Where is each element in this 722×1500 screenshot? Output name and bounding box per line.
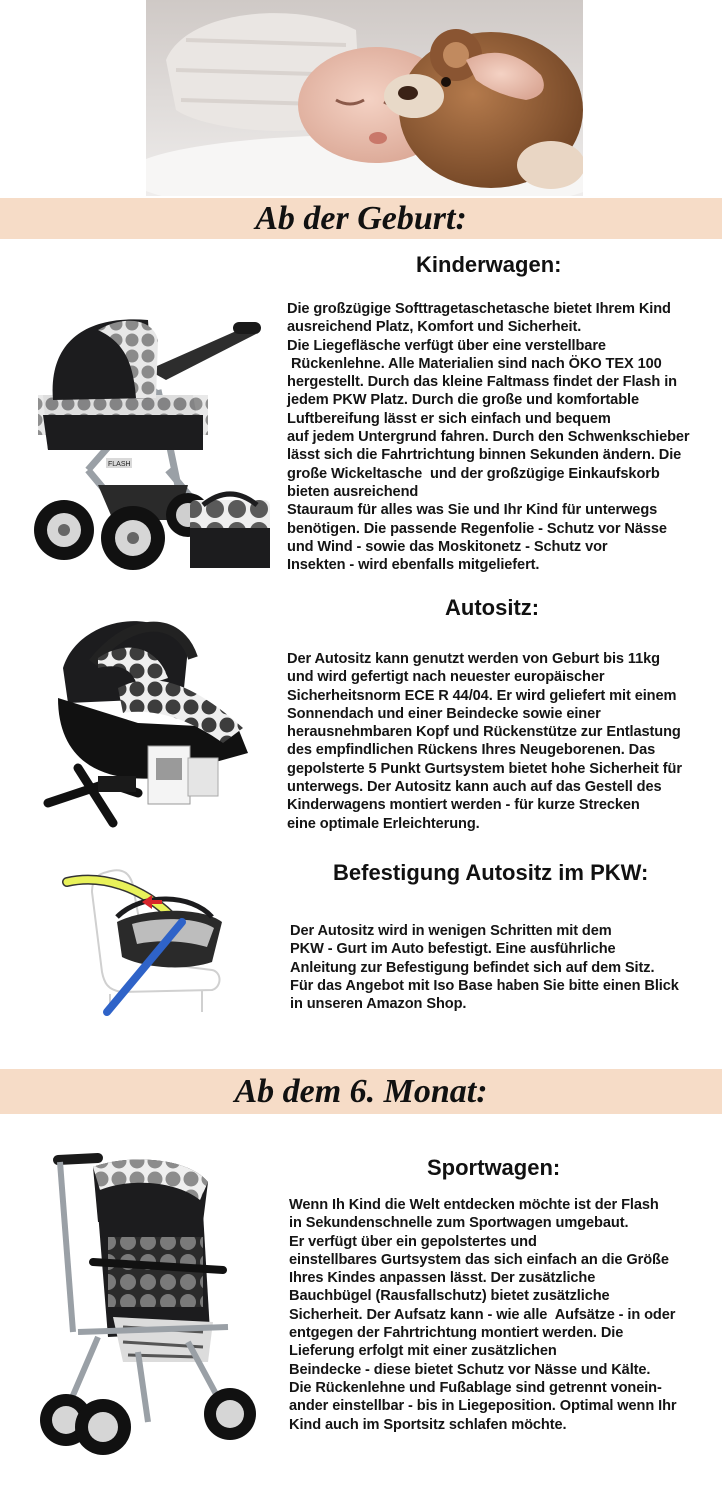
banner-month6-title: Ab dem 6. Monat: — [234, 1073, 488, 1110]
pram-image — [28, 300, 278, 580]
pram-brand-label: FLASH — [108, 461, 131, 468]
car-seat-image — [38, 608, 258, 833]
autositz-heading: Autositz: — [445, 595, 540, 620]
kinderwagen-description: Die großzügige Softtragetaschetasche bietet Ihrem Kind ausreichend Platz, Komfort und Sicherheit. Die Liegefläsche verfügt über eine verstellbare Rückenlehne. Alle Materialien sind nach ÖKO TEX 100 hergestellt. Durch das kleine Faltmass findet der Flash in jedem PKW Platz. Durch die große und komfortable Luftbereifung lässt er sich einfach und bequem auf jedem Untergrund fahren. Durch den Schwenkschieber lässt sich die Fahrtrichtung binnen Sekunden ändern. Die große Wickeltasche und der großzügige Einkaufskorb bieten ausreichend Stauraum für alles was Sie und Ihr Kind für unterwegs benötigen. Die passende Regenfolie - Schutz vor Nässe und Wind - sowie das Moskitonetz - Schutz vor Insekten - wird ebenfalls mitgeliefert. — [287, 301, 690, 574]
sportwagen-heading: Sportwagen: — [427, 1155, 561, 1180]
car-seat-installation-diagram — [62, 862, 227, 1017]
sleeping-baby-photo — [146, 0, 583, 196]
befestigung-heading: Befestigung Autositz im PKW: — [333, 860, 649, 885]
autositz-description: Der Autositz kann genutzt werden von Geburt bis 11kg und wird gefertigt nach neuester europäischer Sicherheitsnorm ECE R 44/04. Er wird geliefert mit einem Sonnendach und einer Beindecke sowie einer herausnehmbaren Kopf und Rückenstütze zur Entlastung des empfindlichen Rückens Ihres Neugeborenen. Das gepolsterte 5 Punkt Gurtsystem bietet hohe Sicherheit für unterwegs. Der Autositz kann auch auf das Gestell des Kinderwagens montiert werden - für kurze Strecken eine optimale Erleichterung. — [287, 651, 682, 832]
kinderwagen-heading: Kinderwagen: — [416, 252, 562, 277]
banner-birth-title: Ab der Geburt: — [255, 200, 467, 237]
befestigung-description: Der Autositz wird in wenigen Schritten mit dem PKW - Gurt im Auto befestigt. Eine ausführliche Anleitung zur Befestigung befindet sich auf dem Sitz. Für das Angebot mit Iso Base haben Sie bitte einen Blick in unseren Amazon Shop. — [290, 923, 679, 1013]
sportwagen-description: Wenn Ih Kind die Welt entdecken möchte ist der Flash in Sekundenschnelle zum Sportwagen umgebaut. Er verfügt über ein gepolstertes und einstellbares Gurtsystem das sich einfach an die Größe Ihres Kindes anpassen lässt. Der zusätzliche Bauchbügel (Rausfallschutz) bietet zusätzliche Sicherheit. Der Aufsatz kann - wie alle Aufsätze - in oder entgegen der Fahrtrichtung montiert werden. Die Lieferung erfolgt mit einer zusätzlichen Beindecke - diese bietet Schutz vor Nässe und Kälte. Die Rückenlehne und Fußablage sind getrennt vonein- ander einstellbar - bis in Liegeposition. Optimal wenn Ihr Kind auch im Sportsitz schlafen möchte. — [289, 1197, 677, 1433]
buggy-image — [38, 1152, 263, 1457]
